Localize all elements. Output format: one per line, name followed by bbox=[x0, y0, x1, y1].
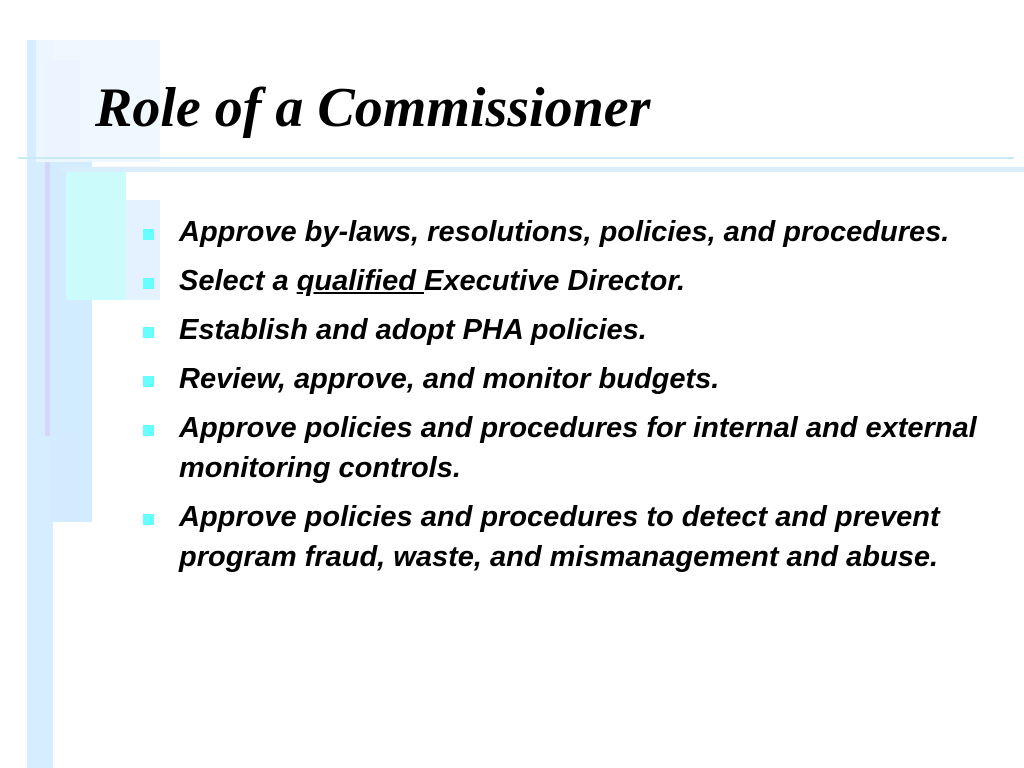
slide-title: Role of a Commissioner bbox=[95, 77, 651, 139]
bullet-item bbox=[140, 359, 1000, 399]
bullet-text-prefix: Select a bbox=[179, 265, 297, 297]
bullet-text-suffix: Executive Director. bbox=[423, 265, 686, 297]
title-divider-line bbox=[60, 167, 1024, 172]
bullet-text: Approve by-laws, resolutions, policies, and procedures. bbox=[179, 216, 950, 248]
title-divider-line bbox=[18, 157, 1014, 159]
bullet-item bbox=[140, 497, 1000, 577]
bullet-item bbox=[140, 212, 1000, 252]
bullet-item bbox=[140, 310, 1000, 350]
background-decor-block bbox=[66, 170, 126, 300]
bullet-text-emphasis: qualified bbox=[296, 265, 424, 297]
square-bullet-icon bbox=[143, 425, 154, 436]
bullet-item bbox=[140, 261, 1000, 301]
bullet-text: Establish and adopt PHA policies. bbox=[179, 314, 647, 346]
square-bullet-icon bbox=[143, 514, 154, 525]
bullet-text: Approve policies and procedures for internal and external monitoring controls. bbox=[179, 412, 977, 484]
bullet-list bbox=[140, 212, 1000, 586]
square-bullet-icon bbox=[143, 376, 154, 387]
bullet-item bbox=[140, 408, 1000, 488]
square-bullet-icon bbox=[143, 229, 154, 240]
bullet-text: Approve policies and procedures to detect and prevent program fraud, waste, and mismanagement and abuse. bbox=[179, 501, 940, 573]
square-bullet-icon bbox=[143, 327, 154, 338]
square-bullet-icon bbox=[143, 278, 154, 289]
bullet-text: Review, approve, and monitor budgets. bbox=[179, 363, 720, 395]
